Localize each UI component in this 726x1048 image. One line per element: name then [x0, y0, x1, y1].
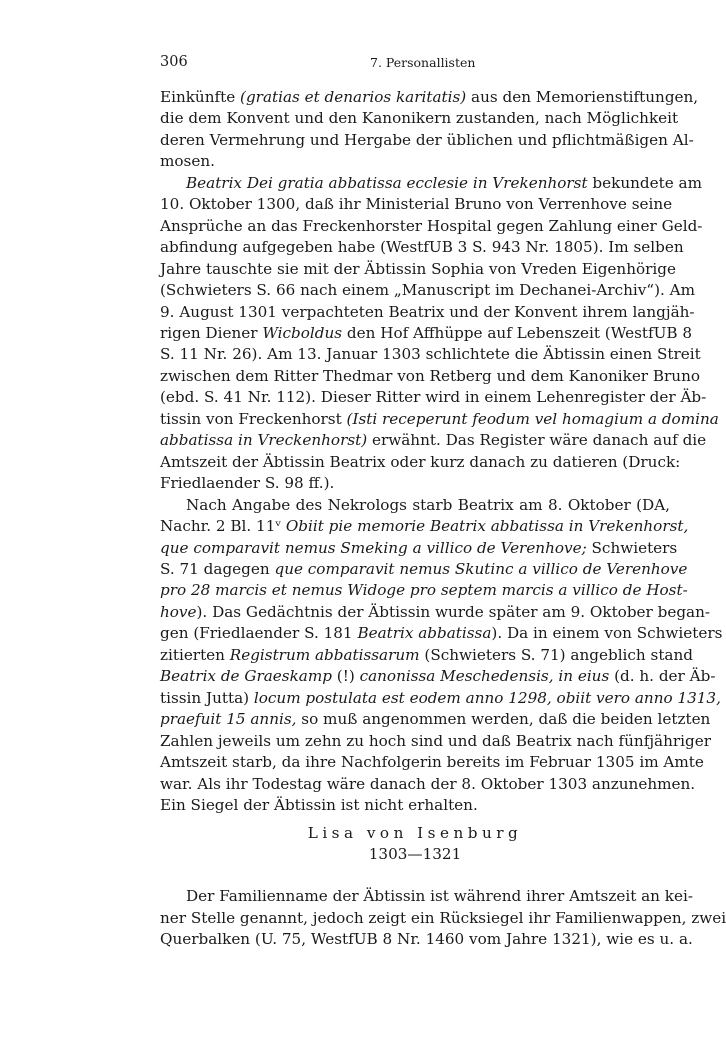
text-line: [160, 302, 695, 323]
text-run: tissin Jutta): [160, 688, 254, 707]
italic-text: Registrum abbatissarum: [229, 645, 420, 664]
text-run: (!): [331, 667, 360, 686]
text-line: [160, 323, 693, 344]
text-run: zwischen dem Ritter Thedmar von Retberg und dem Kanoniker Bruno: [160, 366, 701, 385]
text-line: [160, 259, 676, 280]
text-run: bekundete am: [587, 173, 702, 192]
text-line: [160, 774, 696, 795]
text-run: S. 71 dagegen: [160, 559, 275, 578]
italic-text: canonissa Meschedensis, in eius: [359, 667, 610, 686]
text-run: rigen Diener: [160, 323, 263, 342]
text-line: [160, 366, 701, 387]
text-run: Friedlaender S. 98 ff.).: [160, 474, 335, 493]
text-run: Ein Siegel der Äbtissin ist nicht erhalten.: [160, 795, 478, 814]
text-run: Querbalken (U. 75, WestfUB 8 Nr. 1460 vom Jahre 1321), wie es u. a.: [160, 930, 693, 948]
text-run: (ebd. S. 41 Nr. 112). Dieser Ritter wird in einem Lehenregister der Äb-: [160, 388, 707, 407]
text-run: Nachr. 2 Bl. 11ᵛ: [160, 517, 286, 536]
text-run: die dem Konvent und den Kanonikern zustanden, nach Möglichkeit: [160, 109, 679, 128]
text-line: [160, 495, 670, 516]
text-run: war. Als ihr Todestag wäre danach der 8. Oktober 1303 anzunehmen.: [160, 774, 696, 793]
italic-text: Obiit pie memorie Beatrix abbatissa in Vrekenhorst,: [285, 517, 689, 536]
italic-text: que comparavit nemus Skutinc a villico de Verenhove: [274, 559, 688, 578]
text-run: Amtszeit starb, da ihre Nachfolgerin bereits im Februar 1305 im Amte: [160, 753, 704, 772]
text-run: Ansprüche an das Freckenhorster Hospital gegen Zahlung einer Geld-: [160, 216, 703, 235]
page-header: [160, 54, 670, 74]
italic-text: (gratias et denarios karitatis): [240, 88, 467, 106]
text-line: [160, 538, 678, 559]
text-line: [160, 666, 716, 687]
text-line: [160, 623, 723, 644]
text-run: Nach Angabe des Nekrologs starb Beatrix am 8. Oktober (DA,: [186, 495, 670, 514]
text-run: mosen.: [160, 152, 215, 171]
italic-text: Wicboldus: [262, 323, 343, 342]
text-run: 9. August 1301 verpachteten Beatrix und der Konvent ihrem langjäh-: [160, 302, 695, 321]
text-run: tissin von Freckenhorst: [160, 409, 347, 428]
text-run: aus den Memorienstiftungen,: [466, 88, 699, 106]
text-line: [160, 173, 702, 194]
body-text: [160, 87, 723, 816]
text-line: [160, 387, 707, 408]
italic-text: (Isti receperunt feodum vel homagium a domina: [346, 409, 719, 428]
text-line: [160, 752, 704, 773]
text-line: [160, 688, 721, 709]
text-run: ). Das Gedächtnis der Äbtissin wurde später am 9. Oktober began-: [196, 602, 711, 621]
text-line: [160, 130, 694, 151]
text-run: zitierten: [160, 645, 230, 664]
text-line: [160, 795, 670, 816]
text-line: [160, 216, 703, 237]
page-number: 306: [160, 54, 188, 70]
text-run: gen (Friedlaender S. 181: [160, 624, 358, 643]
italic-text: que comparavit nemus Smeking a villico de Verenhove;: [160, 538, 587, 557]
text-run: ). Da in einem von Schwieters: [491, 624, 723, 643]
text-run: ner Stelle genannt, jedoch zeigt ein Rücksiegel ihr Familienwappen, zwei: [160, 908, 726, 927]
text-line: [160, 602, 711, 623]
text-line: [160, 280, 696, 301]
text-run: abfindung aufgegeben habe (WestfUB 3 S. 943 Nr. 1805). Im selben: [160, 238, 684, 257]
text-line: [160, 731, 711, 752]
text-line: [160, 151, 670, 172]
italic-text: pro 28 marcis et nemus Widoge pro septem marcis a villico de Host-: [160, 581, 688, 600]
text-line: [160, 886, 693, 908]
text-line: [160, 409, 719, 430]
text-run: S. 11 Nr. 26). Am 13. Januar 1303 schlichtete die Äbtissin einen Streit: [160, 345, 701, 364]
text-line: [160, 452, 681, 473]
text-line: [160, 580, 688, 601]
italic-text: abbatissa in Vreckenhorst): [160, 431, 368, 450]
section-heading: [160, 823, 670, 865]
italic-text: hove: [160, 602, 197, 621]
italic-text: praefuit 15 annis,: [160, 710, 297, 729]
text-run: Amtszeit der Äbtissin Beatrix oder kurz danach zu datieren (Druck:: [160, 452, 681, 471]
section-title: Lisa von Isenburg: [307, 824, 523, 842]
text-run: Jahre tauschte sie mit der Äbtissin Sophia von Vreden Eigenhörige: [160, 259, 676, 278]
text-line: [160, 908, 726, 930]
running-head: 7. Personallisten: [370, 55, 476, 70]
text-line: [160, 87, 699, 108]
text-run: deren Vermehrung und Hergabe der üblichen und pflichtmäßigen Al-: [160, 130, 694, 149]
text-line: [160, 344, 701, 365]
text-line: [160, 473, 670, 494]
text-run: Zahlen jeweils um zehn zu hoch sind und daß Beatrix nach fünfjähriger: [160, 731, 711, 750]
text-run: so muß angenommen werden, daß die beiden letzten: [296, 710, 711, 729]
text-line: [160, 929, 693, 951]
text-line: [160, 516, 689, 537]
text-line: [160, 430, 707, 451]
italic-text: Beatrix abbatissa: [357, 624, 492, 643]
text-line: [160, 194, 673, 215]
text-run: Schwieters: [586, 538, 678, 557]
italic-text: locum postulata est eodem anno 1298, obiit vero anno 1313,: [253, 688, 721, 707]
text-run: (Schwieters S. 71) angeblich stand: [419, 645, 693, 664]
italic-text: Beatrix Dei gratia abbatissa ecclesie in Vrekenhorst: [186, 173, 588, 192]
text-run: (d. h. der Äb-: [609, 667, 716, 686]
text-run: 10. Oktober 1300, daß ihr Ministerial Bruno von Verrenhove seine: [160, 195, 673, 214]
italic-text: Beatrix de Graeskamp: [160, 667, 332, 686]
section-years: 1303—1321: [368, 845, 462, 863]
text-line: [160, 645, 693, 666]
text-line: [160, 559, 688, 580]
text-line: [160, 237, 684, 258]
text-run: Der Familienname der Äbtissin ist während ihrer Amtszeit an kei-: [186, 887, 693, 905]
text-line: [160, 108, 679, 129]
text-run: erwähnt. Das Register wäre danach auf die: [367, 431, 707, 450]
text-run: den Hof Affhüppe auf Lebenszeit (WestfUB 8: [342, 323, 693, 342]
text-line: [160, 709, 711, 730]
text-run: Einkünfte: [160, 88, 241, 106]
body-text-continued: [160, 886, 726, 951]
text-run: (Schwieters S. 66 nach einem „Manuscript im Dechanei-Archiv“). Am: [160, 281, 696, 300]
